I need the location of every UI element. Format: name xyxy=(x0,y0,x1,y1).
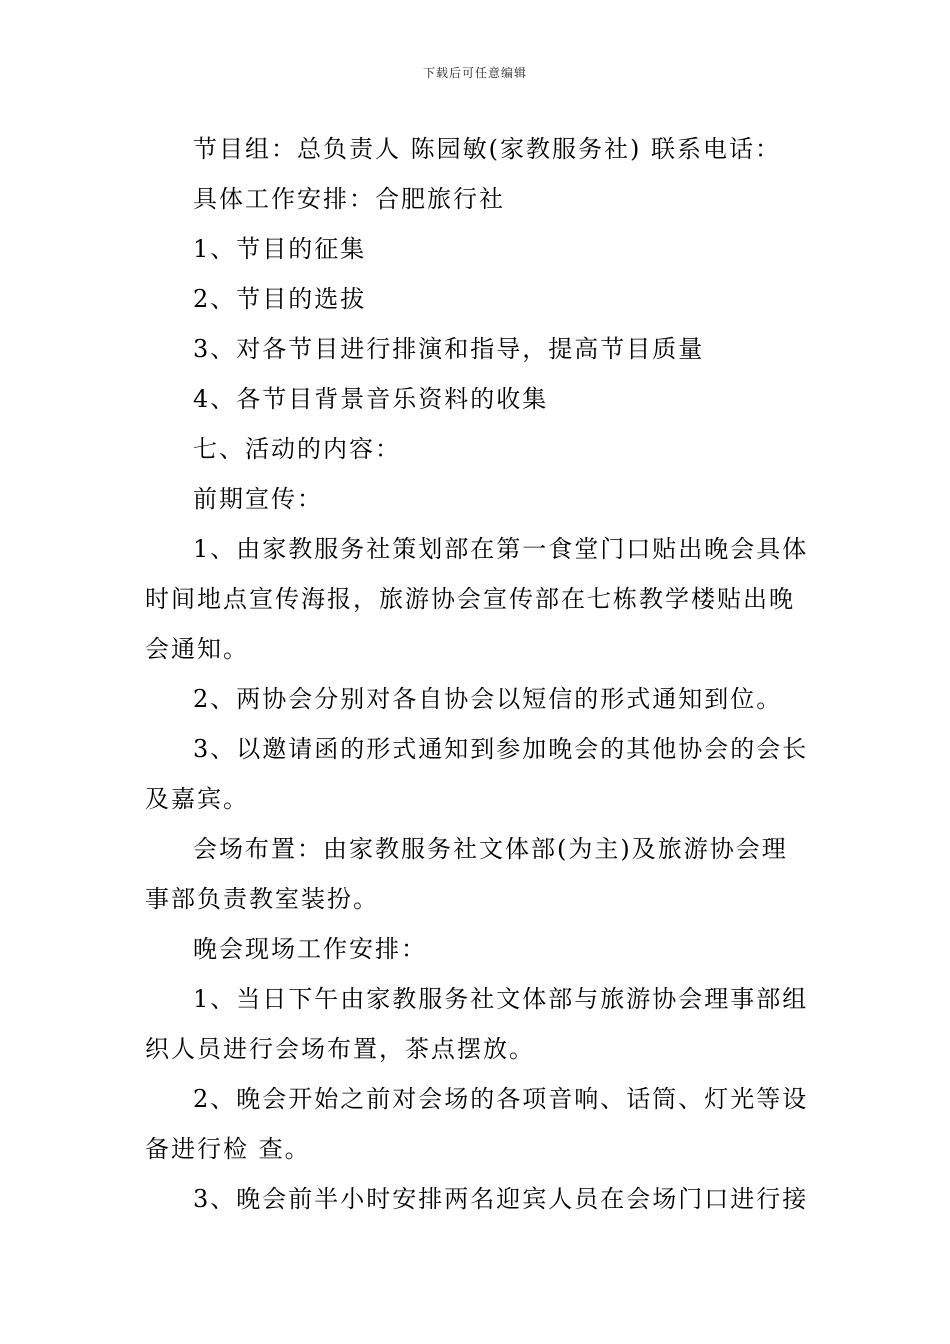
paragraph-venue-setup: 会场布置：由家教服务社文体部(为主)及旅游协会理事部负责教室装扮。 xyxy=(145,835,788,913)
subsection-heading: 晚会现场工作安排： xyxy=(193,935,427,963)
paragraph-item: 1、节目的征集 xyxy=(193,235,367,263)
document-body xyxy=(145,124,810,1224)
paragraph-item: 1、当日下午由家教服务社文体部与旅游协会理事部组织人员进行会场布置，茶点摆放。 xyxy=(145,985,809,1063)
paragraph-work-arrangement: 具体工作安排：合肥旅行社 xyxy=(193,185,505,213)
section-heading: 七、活动的内容： xyxy=(193,435,401,463)
paragraph-item: 2、节目的选拔 xyxy=(193,285,367,313)
paragraph-item: 4、各节目背景音乐资料的收集 xyxy=(193,385,549,413)
page-header: 下载后可任意编辑 xyxy=(422,66,527,80)
paragraph-program-group: 节目组：总负责人 陈园敏(家教服务社) 联系电话： xyxy=(193,135,781,163)
paragraph-item: 3、以邀请函的形式通知到参加晚会的其他协会的会长及嘉宾。 xyxy=(145,735,809,813)
paragraph-item: 3、对各节目进行排演和指导，提高节目质量 xyxy=(193,335,705,363)
paragraph-item: 2、两协会分别对各自协会以短信的形式通知到位。 xyxy=(193,685,783,713)
paragraph-item: 3、晚会前半小时安排两名迎宾人员在会场门口进行接 xyxy=(193,1185,809,1213)
paragraph-item: 2、晚会开始之前对会场的各项音响、话筒、灯光等设备进行检 查。 xyxy=(145,1085,809,1163)
paragraph-item: 1、由家教服务社策划部在第一食堂门口贴出晚会具体时间地点宣传海报，旅游协会宣传部在七栋教学楼贴出晚会通知。 xyxy=(145,535,809,663)
subsection-heading: 前期宣传： xyxy=(193,485,323,513)
